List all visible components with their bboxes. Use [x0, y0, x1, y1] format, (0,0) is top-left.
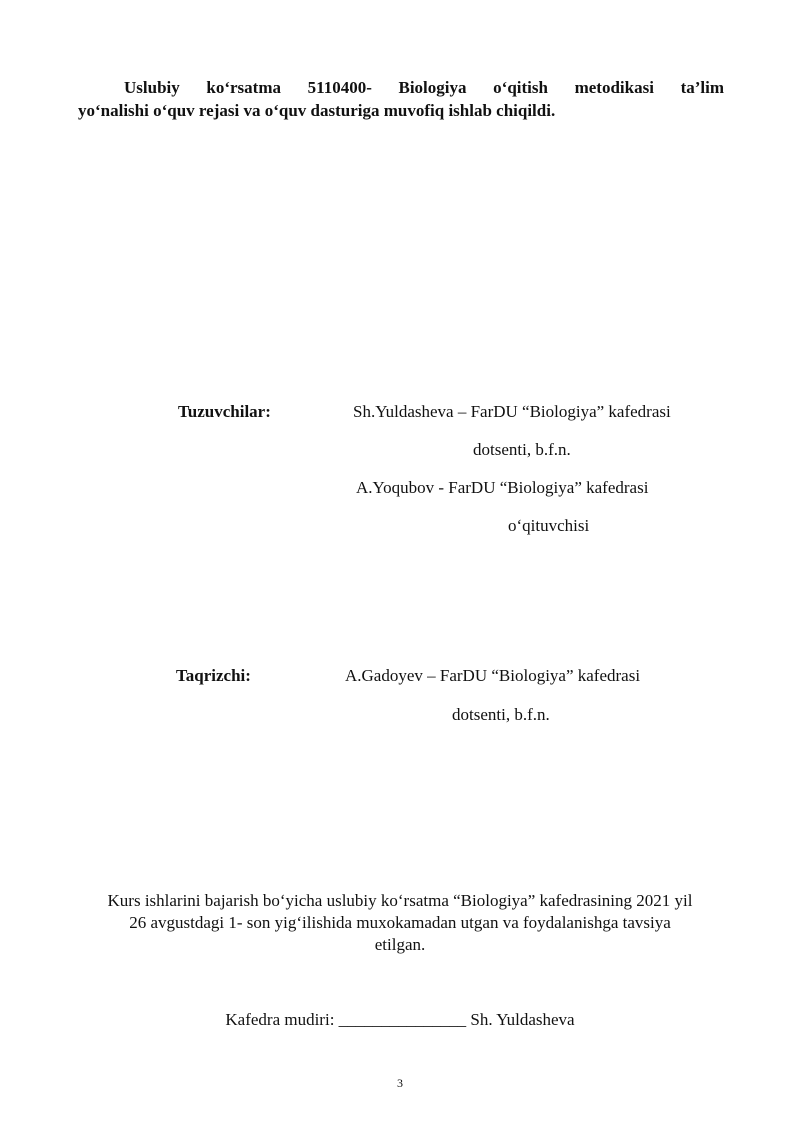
author-2-line-1: A.Yoqubov - FarDU “Biologiya” kafedrasi	[356, 478, 649, 497]
approval-line-1: Kurs ishlarini bajarish bo‘yicha uslubiy ko‘rsatma “Biologiya” kafedrasining 2021 yil	[107, 891, 693, 910]
author-1-line-2: dotsenti, b.f.n.	[473, 440, 571, 459]
department-head-signature-line: Kafedra mudiri: _______________ Sh. Yuldasheva	[225, 1010, 575, 1029]
author-2-line-2: o‘qituvchisi	[508, 516, 590, 535]
intro-line-1: Uslubiy ko‘rsatma 5110400- Biologiya o‘qitish metodikasi ta’lim	[124, 78, 724, 97]
reviewer-label: Taqrizchi:	[176, 666, 251, 685]
intro-paragraph	[78, 76, 724, 122]
approval-line-2: 26 avgustdagi 1- son yig‘ilishida muxokamadan utgan va foydalanishga tavsiya	[129, 913, 671, 932]
reviewer-line-2: dotsenti, b.f.n.	[452, 705, 550, 724]
approval-line-3: etilgan.	[374, 935, 426, 954]
page-number: 3	[397, 1076, 403, 1090]
authors-label: Tuzuvchilar:	[178, 402, 271, 421]
intro-line-2: yo‘nalishi o‘quv rejasi va o‘quv dasturiga muvofiq ishlab chiqildi.	[78, 101, 556, 120]
reviewer-line-1: A.Gadoyev – FarDU “Biologiya” kafedrasi	[345, 666, 641, 685]
author-1-line-1: Sh.Yuldasheva – FarDU “Biologiya” kafedrasi	[353, 402, 671, 421]
approval-paragraph	[60, 890, 740, 956]
